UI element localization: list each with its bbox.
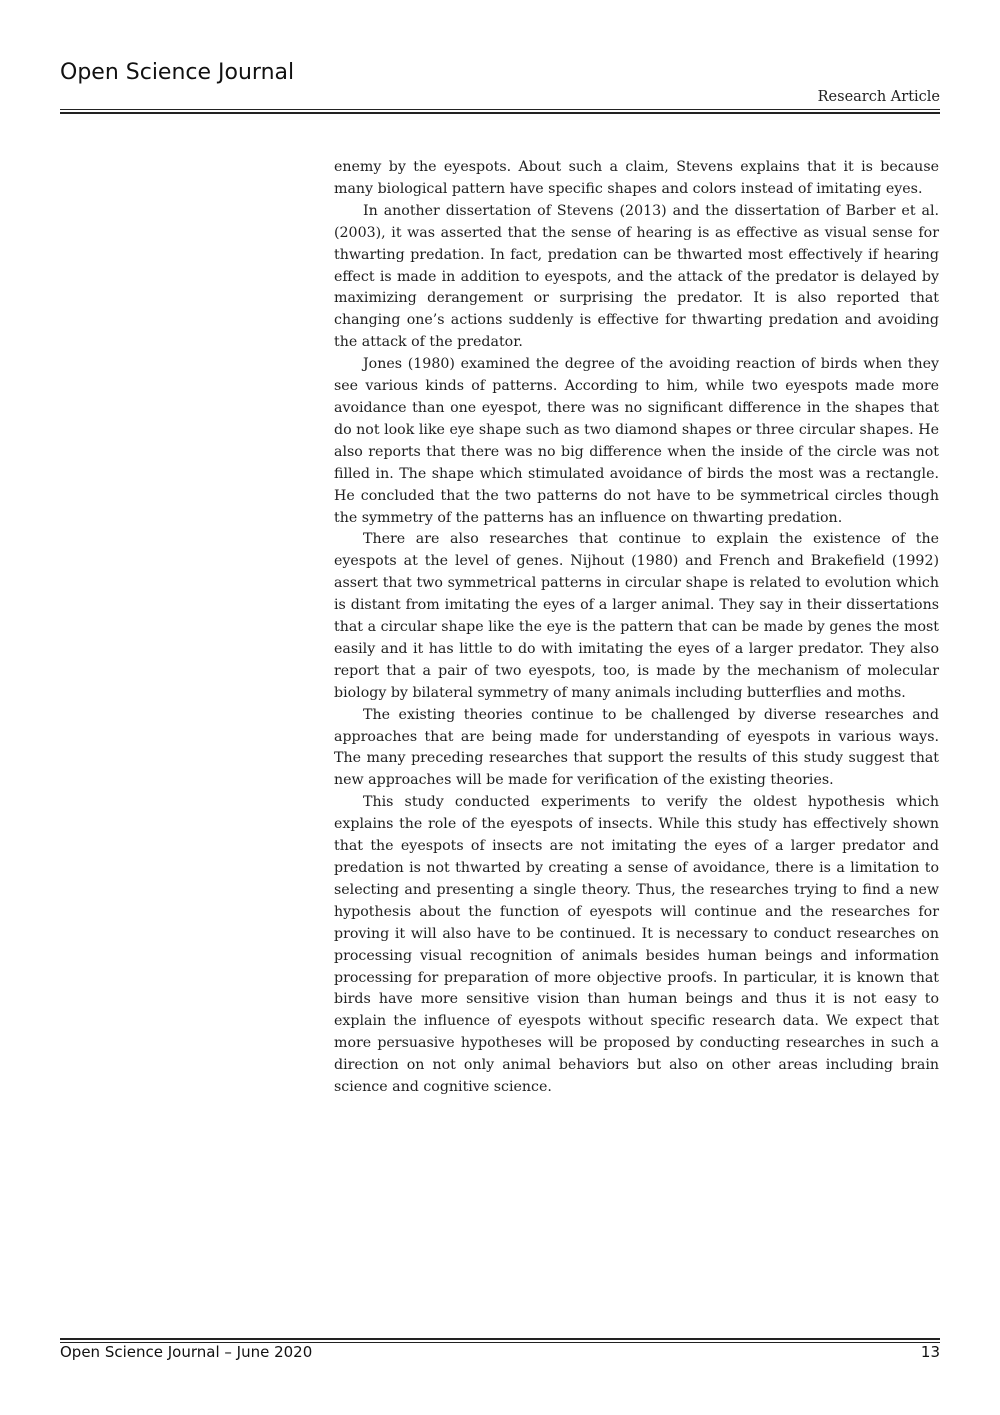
footer-divider-thick — [60, 1338, 940, 1340]
paragraph-3: Jones (1980) examined the degree of the avoiding reaction of birds when they see various kinds of patterns. According to him, while two eyespots made more avoidance than one eyespot, there was no significant difference in the shapes that do not look like eye shape such as two diamond shapes or three circular shapes. He also reports that there was no big difference when the inside of the circle was not filled in. The shape which stimulated avoidance of birds the most was a rectangle. He concluded that the two patterns do not have to be symmetrical circles though the symmetry of the patterns has an influence on thwarting predation. — [334, 356, 939, 526]
paragraph-4: There are also researches that continue to explain the existence of the eyespots at the level of genes. Nijhout (1980) and French and Brakefield (1992) assert that two symmetrical patterns in circular shape is related to evolution which is distant from imitating the eyes of a larger animal. They say in their dissertations that a circular shape like the eye is the pattern that can be made by genes the most easily and it has little to do with imitating the eyes of a larger predator. They also report that a pair of two eyespots, too, is made by the mechanism of molecular biology by bilateral symmetry of many animals including butterflies and moths. — [334, 531, 939, 701]
header-divider-thin — [60, 109, 940, 110]
paragraph-6: This study conducted experiments to verify the oldest hypothesis which explains the role of the eyespots of insects. While this study has effectively shown that the eyespots of insects are not imitating the eyes of a larger predator and predation is not thwarted by creating a sense of avoidance, there is a limitation to selecting and presenting a single theory. Thus, the researches trying to find a new hypothesis about the function of eyespots will continue and the researches for proving it will also have to be continued. It is necessary to conduct researches on processing visual recognition of animals besides human beings and information processing for preparation of more objective proofs. In particular, it is known that birds have more sensitive vision than human beings and thus it is not easy to explain the influence of eyespots without specific research data. We expect that more persuasive hypotheses will be proposed by conducting researches in such a direction on not only animal behaviors but also on other areas including brain science and cognitive science. — [334, 794, 939, 1096]
paragraph-1: enemy by the eyespots. About such a claim, Stevens explains that it is because many biological pattern have specific shapes and colors instead of imitating eyes. — [334, 159, 939, 197]
article-body — [334, 157, 939, 1099]
journal-title: Open Science Journal — [60, 60, 295, 85]
paragraph-5: The existing theories continue to be challenged by diverse researches and approaches that are being made for understanding of eyespots in various ways. The many preceding researches that support the results of this study suggest that new approaches will be made for verification of the existing theories. — [334, 706, 939, 789]
page-number: 13 — [920, 1343, 940, 1361]
paragraph-2: In another dissertation of Stevens (2013) and the dissertation of Barber et al. (2003), it was asserted that the sense of hearing is as effective as visual sense for thwarting predation. In fact, predation can be thwarted most effectively if hearing effect is made in addition to eyespots, and the attack of the predator is delayed by maximizing derangement or surprising the predator. It is also reported that changing one’s actions suddenly is effective for thwarting predation and avoiding the attack of the predator. — [334, 202, 939, 351]
header-divider-thick — [60, 112, 940, 114]
article-type-label: Research Article — [817, 89, 940, 105]
footer-journal-issue: Open Science Journal – June 2020 — [60, 1343, 313, 1361]
